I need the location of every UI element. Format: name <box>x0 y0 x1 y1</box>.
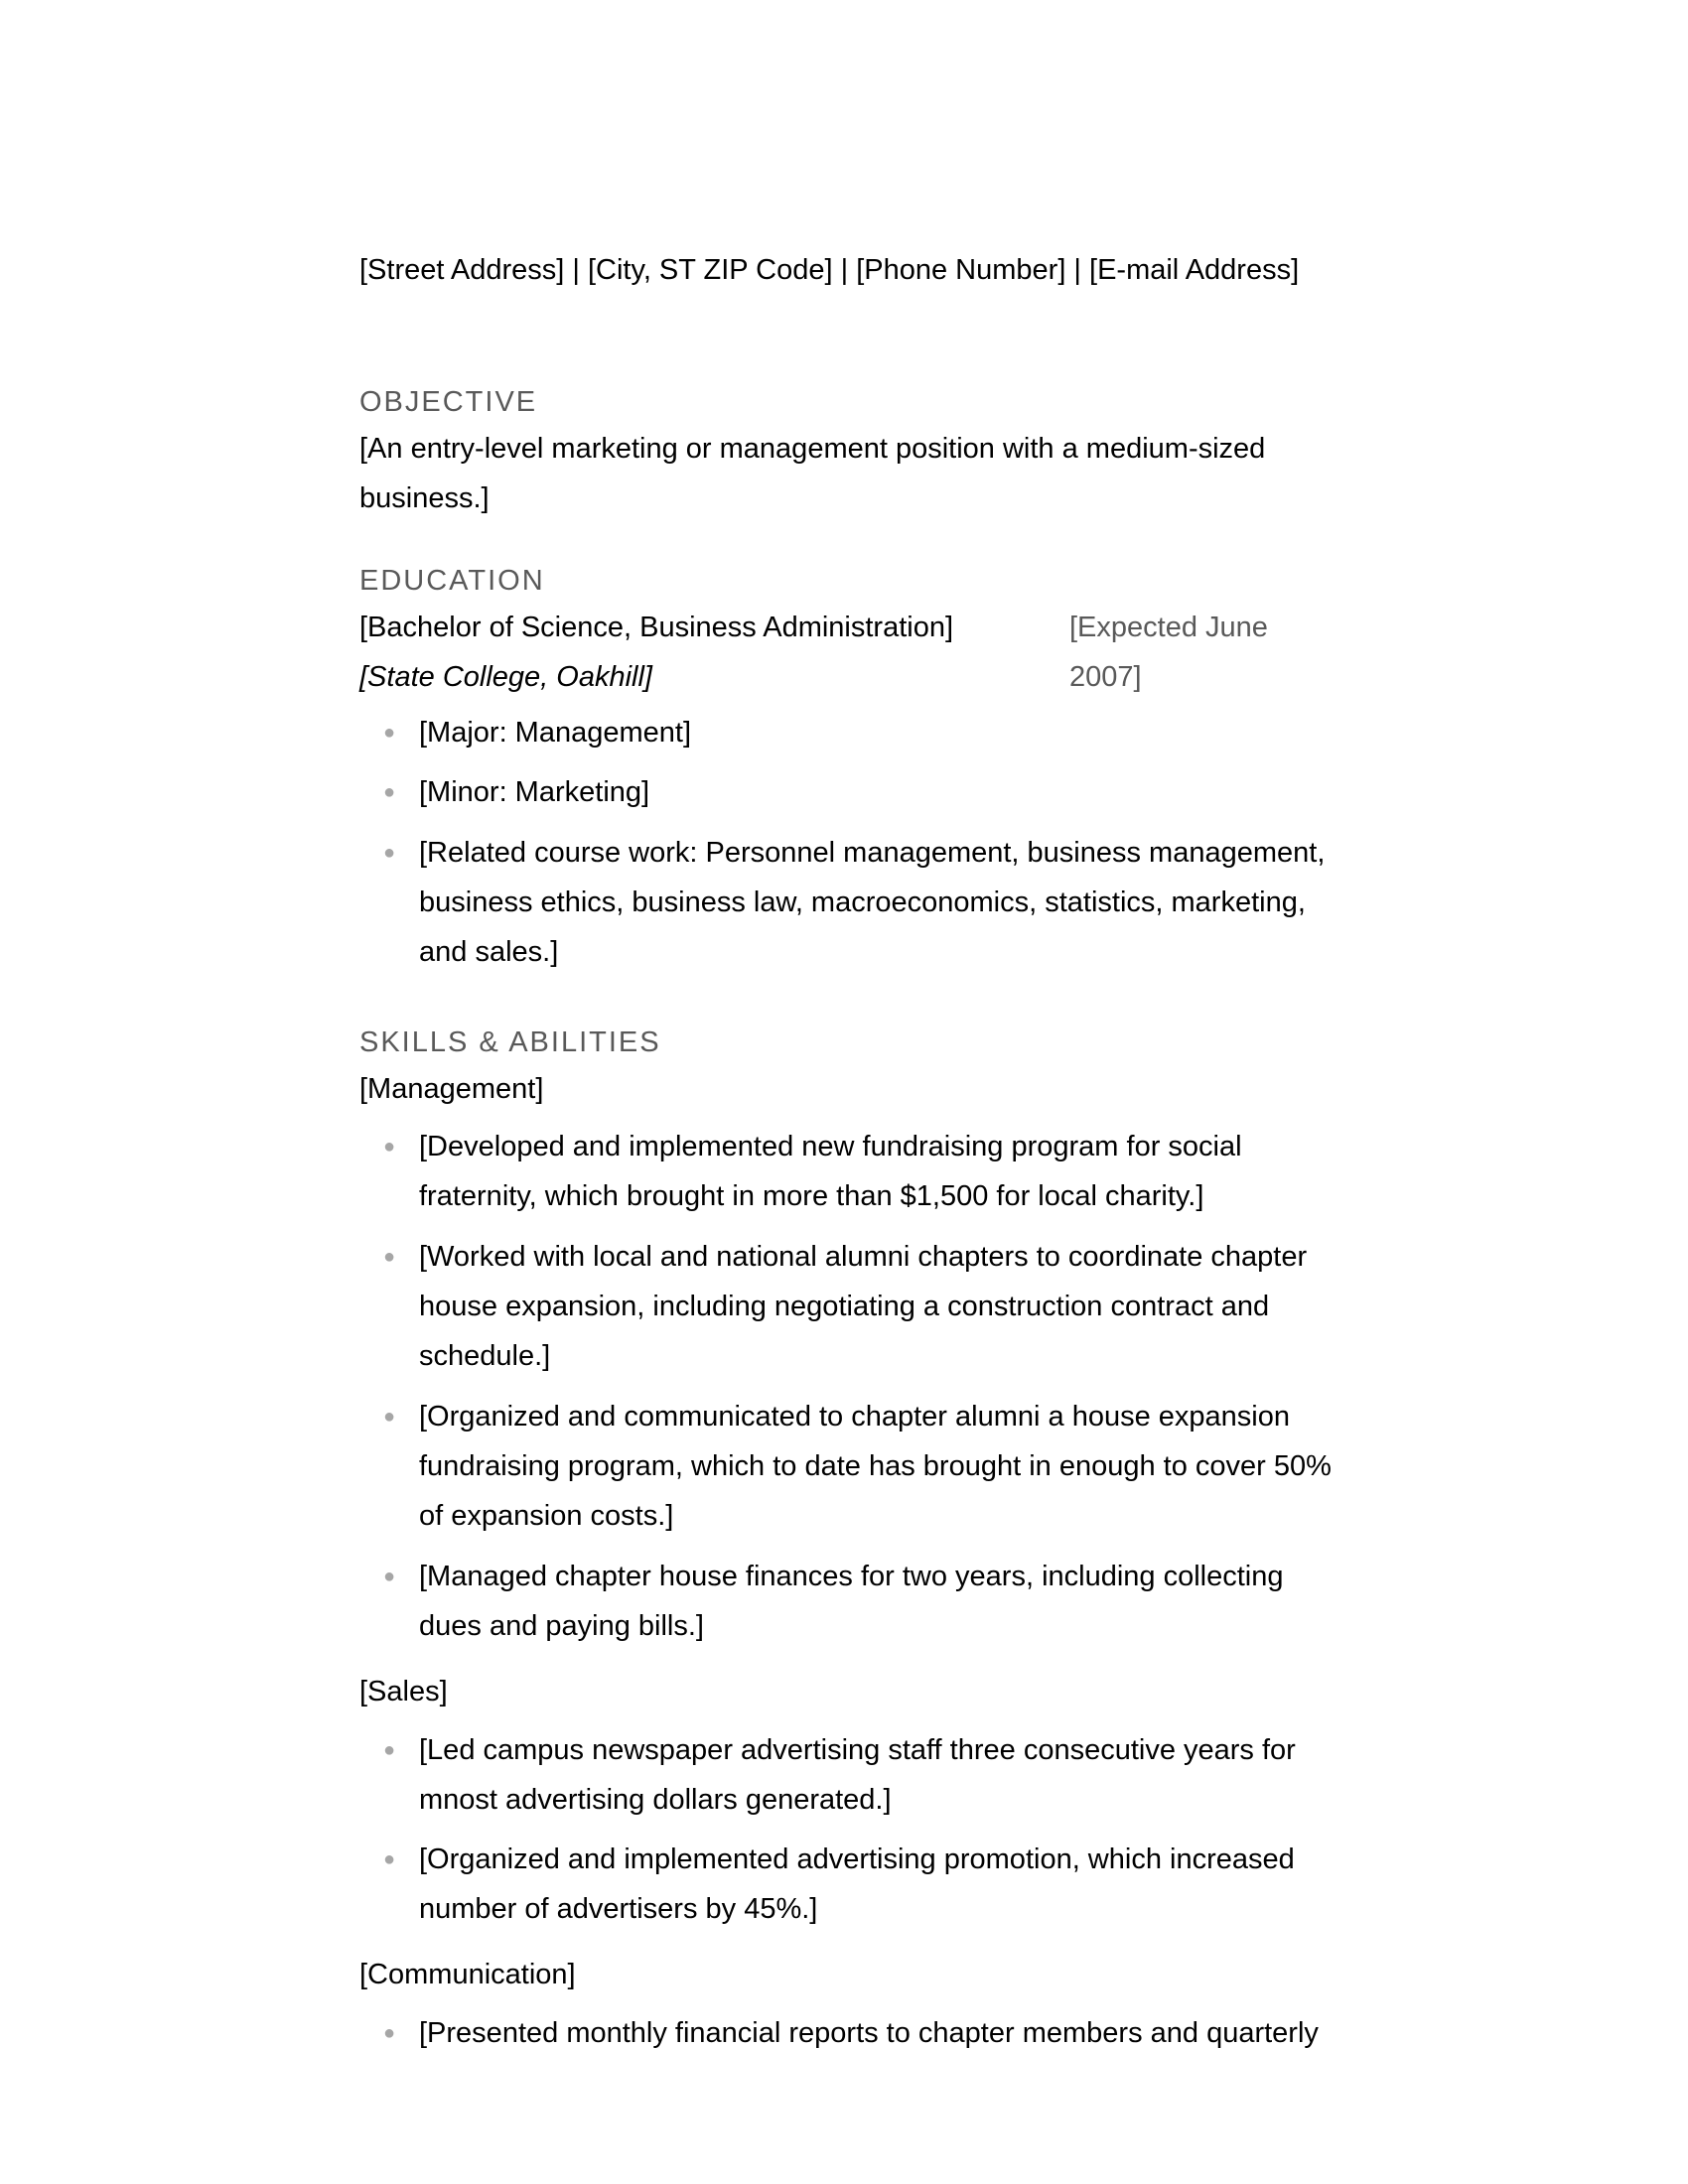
management-bullet-3-line-3: of expansion costs.] <box>419 1500 674 1532</box>
bullet-icon: ● <box>383 1246 396 1268</box>
communication-bullet-1-line-1: [Presented monthly financial reports to chapter members and quarterly <box>419 2017 1319 2049</box>
bullet-icon: ● <box>383 1136 396 1158</box>
bullet-icon: ● <box>383 2022 396 2044</box>
bullet-icon: ● <box>383 842 396 864</box>
management-bullet-1-line-2: fraternity, which brought in more than $1,500 for local charity.] <box>419 1180 1204 1212</box>
skills-sales-label: [Sales] <box>359 1676 448 1707</box>
management-bullet-3-line-1: [Organized and communicated to chapter alumni a house expansion <box>419 1401 1290 1433</box>
education-bullet-coursework-line-3: and sales.] <box>419 936 559 968</box>
objective-text-line-2: business.] <box>359 482 490 514</box>
education-heading: EDUCATION <box>359 565 545 597</box>
management-bullet-2-line-3: schedule.] <box>419 1340 551 1372</box>
skills-management-label: [Management] <box>359 1073 544 1105</box>
bullet-icon: ● <box>383 1406 396 1428</box>
education-date-line-1: [Expected June <box>1069 612 1268 643</box>
bullet-icon: ● <box>383 722 396 744</box>
sales-bullet-1-line-1: [Led campus newspaper advertising staff three consecutive years for <box>419 1734 1296 1766</box>
management-bullet-2-line-1: [Worked with local and national alumni chapters to coordinate chapter <box>419 1241 1308 1273</box>
education-date-line-2: 2007] <box>1069 661 1142 693</box>
management-bullet-1-line-1: [Developed and implemented new fundraising program for social <box>419 1131 1242 1162</box>
skills-heading: SKILLS & ABILITIES <box>359 1026 661 1058</box>
education-bullet-coursework-line-1: [Related course work: Personnel management, business management, <box>419 837 1326 869</box>
objective-text-line-1: [An entry-level marketing or management position with a medium-sized <box>359 433 1266 465</box>
skills-communication-label: [Communication] <box>359 1959 576 1990</box>
sales-bullet-1-line-2: mnost advertising dollars generated.] <box>419 1784 892 1816</box>
education-degree: [Bachelor of Science, Business Administration] <box>359 612 954 643</box>
bullet-icon: ● <box>383 781 396 803</box>
education-school: [State College, Oakhill] <box>359 661 652 693</box>
management-bullet-4-line-1: [Managed chapter house finances for two years, including collecting <box>419 1561 1284 1592</box>
contact-info: [Street Address] | [City, ST ZIP Code] | [Phone Number] | [E-mail Address] <box>359 254 1300 286</box>
bullet-icon: ● <box>383 1566 396 1587</box>
education-bullet-minor: [Minor: Marketing] <box>419 776 650 808</box>
management-bullet-3-line-2: fundraising program, which to date has brought in enough to cover 50% <box>419 1450 1332 1482</box>
management-bullet-2-line-2: house expansion, including negotiating a construction contract and <box>419 1291 1270 1322</box>
education-bullet-coursework-line-2: business ethics, business law, macroeconomics, statistics, marketing, <box>419 887 1306 918</box>
bullet-icon: ● <box>383 1848 396 1870</box>
objective-heading: OBJECTIVE <box>359 386 538 418</box>
sales-bullet-2-line-2: number of advertisers by 45%.] <box>419 1893 818 1925</box>
bullet-icon: ● <box>383 1739 396 1761</box>
education-bullet-major: [Major: Management] <box>419 717 692 749</box>
management-bullet-4-line-2: dues and paying bills.] <box>419 1610 704 1642</box>
sales-bullet-2-line-1: [Organized and implemented advertising promotion, which increased <box>419 1843 1295 1875</box>
